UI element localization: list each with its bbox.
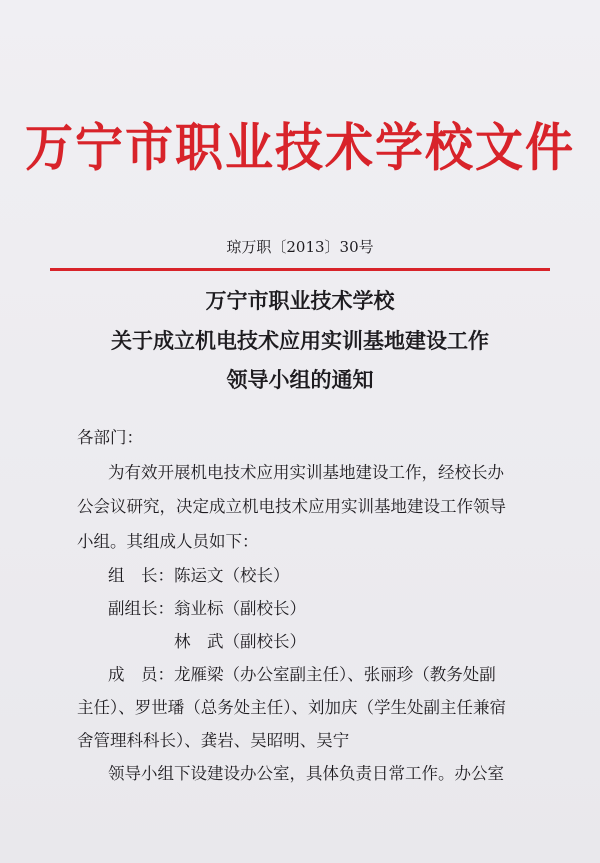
deputy-leader-line: 副组长：翁业标（副校长） xyxy=(108,599,306,618)
deputy-leader-line: 林 武（副校长） xyxy=(174,632,306,651)
body-line: 领导小组下设建设办公室，具体负责日常工作。办公室 xyxy=(108,764,504,783)
notice-title-line-3: 领导小组的通知 xyxy=(226,367,374,392)
group-leader-line: 组 长：陈运文（校长） xyxy=(108,566,290,585)
salutation: 各部门： xyxy=(77,428,143,447)
members-line: 主任）、罗世璠（总务处主任）、刘加庆（学生处副主任兼宿 xyxy=(77,698,506,717)
body-line: 为有效开展机电技术应用实训基地建设工作，经校长办 xyxy=(108,463,504,482)
members-line: 舍管理科科长）、龚岩、吴昭明、吴宁 xyxy=(77,731,350,750)
body-line: 公会议研究，决定成立机电技术应用实训基地建设工作领导 xyxy=(77,497,506,516)
notice-title-line-2: 关于成立机电技术应用实训基地建设工作 xyxy=(111,328,489,353)
body-line: 小组。其组成人员如下： xyxy=(77,532,259,551)
members-line: 成 员：龙雁梁（办公室副主任）、张丽珍（教务处副 xyxy=(108,665,496,684)
red-divider xyxy=(50,268,550,271)
document-number: 琼万职〔2013〕30号 xyxy=(226,238,374,256)
notice-title-line-1: 万宁市职业技术学校 xyxy=(205,288,395,313)
issuer-header: 万宁市职业技术学校文件 xyxy=(24,117,575,179)
